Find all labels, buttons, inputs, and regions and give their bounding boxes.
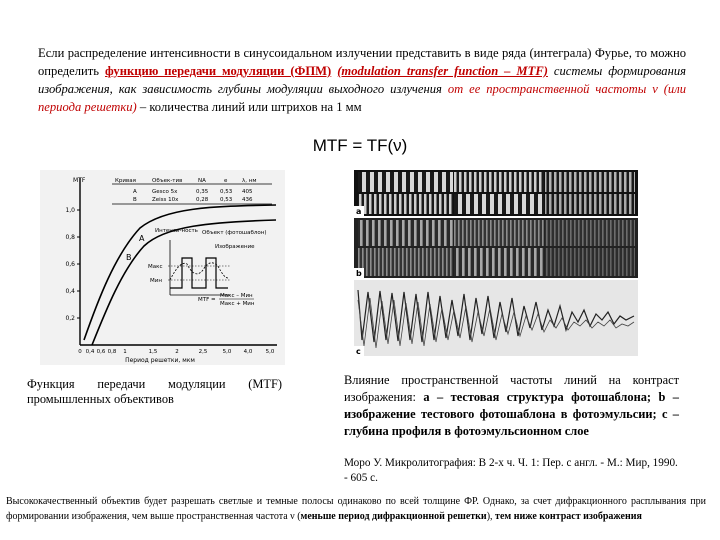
inset-intensity-label: Интенси-ность — [155, 228, 198, 234]
table-head-cell: e — [224, 178, 228, 184]
y-tick-label: 0,6 — [65, 261, 75, 268]
table-head-cell: Объек-тив — [152, 178, 183, 184]
x-tick-label: 2,5 — [198, 349, 208, 355]
x-tick-label: 0,4 — [85, 349, 95, 355]
mtf-formula: MTF = TF(ν) — [312, 136, 408, 155]
intro-paragraph — [38, 44, 686, 116]
table-cell: B — [133, 197, 137, 203]
y-tick-label: 0,2 — [65, 315, 75, 322]
footer-bold-2: тем ниже контраст изображения — [495, 511, 642, 522]
mtf-term-link: функцию передачи модуляции (ФПМ) — [105, 64, 332, 78]
panel-b — [354, 218, 638, 278]
mtf-graph-figure — [40, 170, 285, 365]
table-cell: Gesco 5x — [152, 189, 178, 195]
table-head-cell: λ, нм — [242, 178, 257, 184]
inset-image-label: Изображение — [215, 244, 255, 250]
table-cell: 0,35 — [196, 189, 209, 195]
panel-a-label: a — [356, 207, 362, 216]
intro-text-2: системы формирования изображения, как зависимость глубины модуляции выходного излучения — [38, 64, 686, 96]
x-tick-label: 1 — [123, 349, 127, 355]
x-tick-label: 1,5 — [148, 349, 158, 355]
graph-y-label: MTF — [73, 177, 86, 184]
table-cell: 0,53 — [220, 197, 233, 203]
x-tick-label: 5,0 — [222, 349, 232, 355]
table-cell: 0,53 — [220, 189, 233, 195]
mtf-english-term: (modulation transfer function – MTF) — [337, 64, 548, 78]
table-cell: 436 — [242, 197, 253, 203]
table-head-cell: NA — [198, 178, 206, 184]
panel-c — [354, 280, 638, 356]
x-tick-label: 0,6 — [96, 349, 106, 355]
graph-x-label: Период решетки, мкм — [125, 357, 195, 364]
inset-min-label: Мин — [150, 278, 162, 284]
table-cell: Zeiss 10x — [152, 197, 179, 203]
footer-text-2: ), — [486, 511, 496, 522]
inset-max-label: Макс — [148, 264, 163, 270]
footer-text-1: Высококачественный объектив будет разрешать светлые и темные полосы одинаково по всей толщине ФР. Однако, за счет дифракционного расплывания при формировании изображения, чем выше пространственная частота ν ( — [6, 496, 706, 522]
panel-c-label: c — [356, 347, 361, 356]
intro-text-3: – количества линий или штрихов на 1 мм — [136, 100, 362, 114]
table-cell: 405 — [242, 189, 253, 195]
graph-caption: Функция передачи модуляции (MTF) промышленных объективов — [27, 377, 282, 406]
inset-object-label: Объект (фотошаблон) — [202, 230, 267, 236]
y-tick-label: 0,8 — [65, 234, 75, 241]
curve-a-label: A — [139, 234, 145, 243]
curve-b-label: B — [126, 253, 132, 262]
inset-formula-num: Макс – Мин — [220, 293, 253, 299]
table-cell: 0,28 — [196, 197, 209, 203]
intro-red-text: от ее пространственной частоты ν (или периода решетки) — [38, 82, 686, 114]
inset-formula-den: Макс + Мин — [220, 301, 255, 307]
photo-caption — [344, 372, 679, 440]
contrast-photo-panels — [354, 170, 638, 356]
y-tick-label: 1,0 — [65, 207, 75, 214]
inset-formula-left: MTF = — [198, 297, 216, 303]
table-head-cell: Кривая — [115, 178, 136, 184]
footer-bold-1: меньше период дифракционной решетки — [300, 511, 487, 522]
intro-text-1: Если распределение интенсивности в синусоидальном излучении представить в виде ряда (интеграла) Фурье, то можно определить — [38, 46, 686, 78]
x-tick-label: 5,0 — [265, 349, 275, 355]
panel-a — [354, 170, 638, 216]
photo-caption-bold: а – тестовая структура фотошаблона; b – изображение тестового фотошаблона в фотоэмульсии; с – глубина профиля в фотоэмульсионном слое — [344, 390, 680, 438]
x-tick-label: 2 — [175, 349, 179, 355]
photo-caption-text: Влияние пространственной частоты линий на контраст изображения: — [344, 373, 679, 404]
panel-b-label: b — [356, 269, 362, 278]
x-tick-label: 0 — [78, 349, 82, 355]
x-tick-label: 0,8 — [107, 349, 117, 355]
footer-paragraph — [6, 494, 706, 524]
x-tick-label: 4,0 — [243, 349, 253, 355]
y-tick-label: 0,4 — [65, 288, 75, 295]
table-cell: A — [133, 189, 137, 195]
reference-citation: Моро У. Микролитография: В 2-х ч. Ч. 1: Пер. с англ. - М.: Мир, 1990. - 605 с. — [344, 457, 678, 484]
